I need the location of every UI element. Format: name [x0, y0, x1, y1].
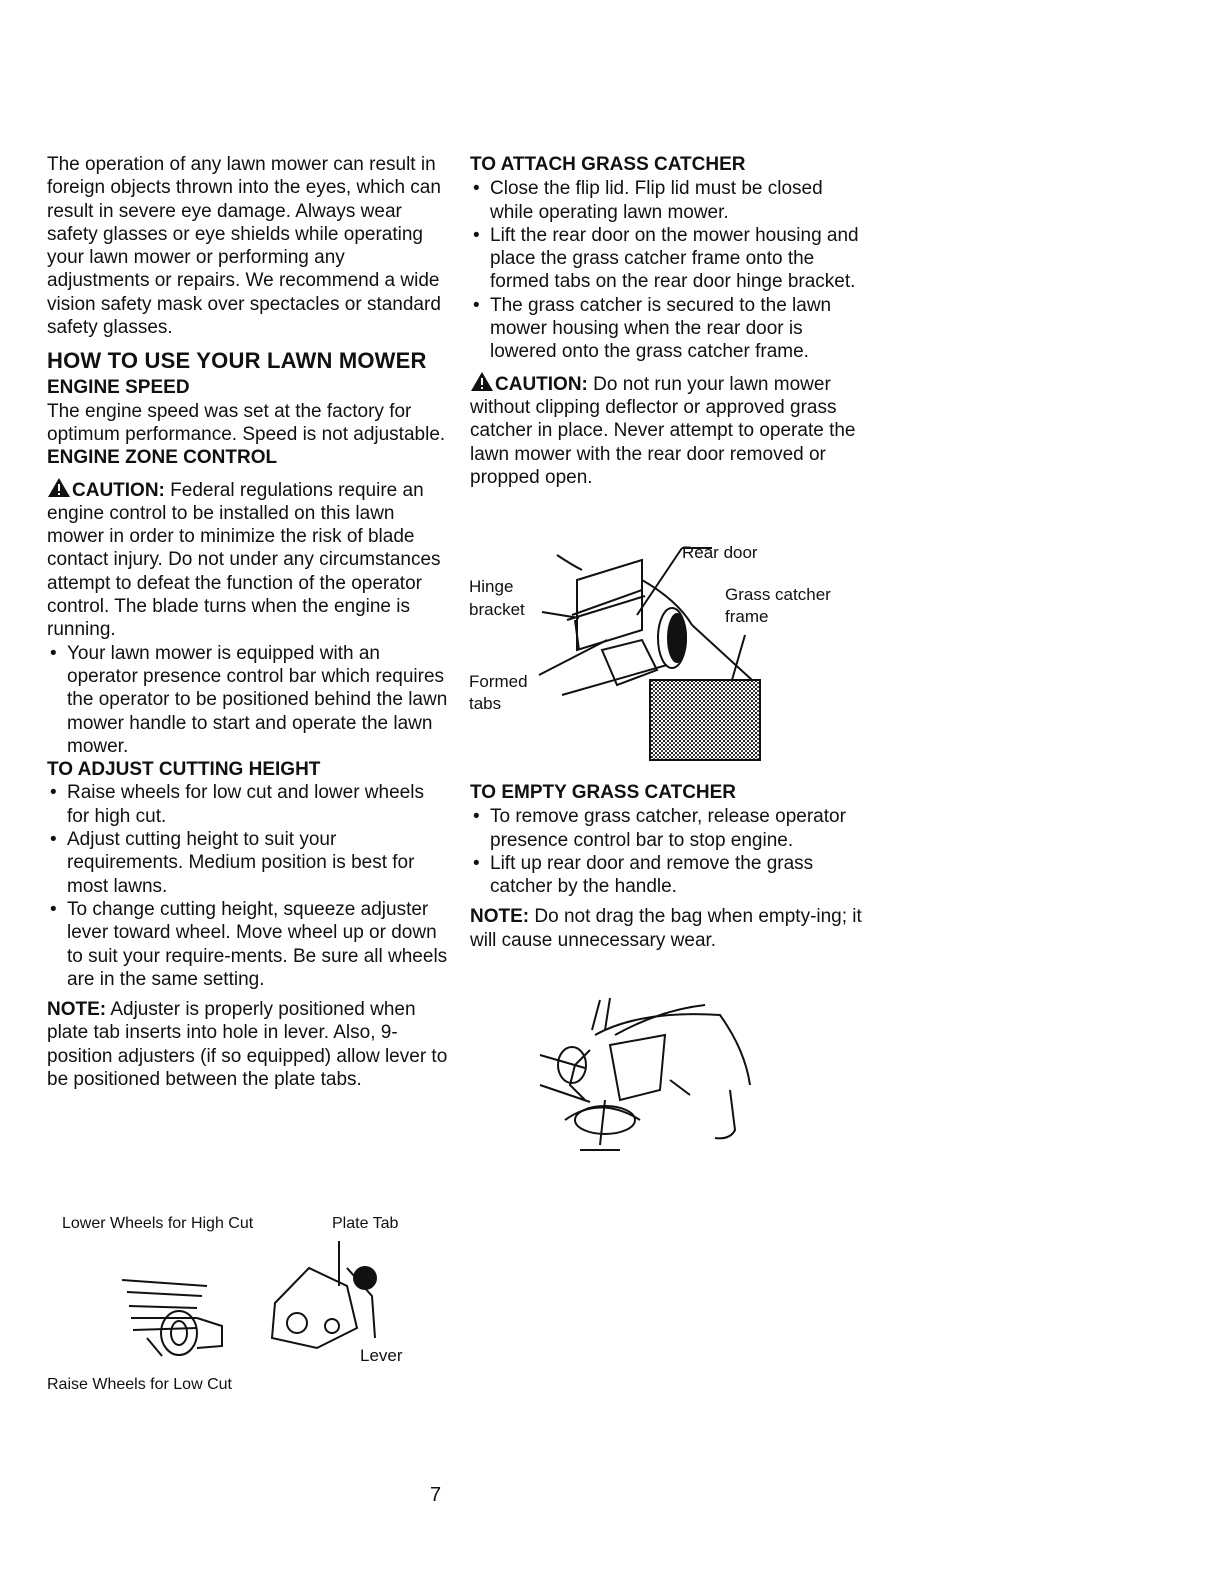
adjuster-note	[47, 998, 449, 1091]
frame-label: frame	[725, 607, 769, 626]
lever-label: Lever	[360, 1346, 403, 1365]
note-text: Adjuster is properly positioned when plate tab inserts into hole in lever. Also, 9-position adjusters (if so equipped) allow lever to be positioned between the plate tabs.	[47, 999, 448, 1090]
note-label: NOTE:	[470, 906, 530, 928]
list-item: • Raise wheels for low cut and lower wheels for high cut.	[47, 781, 449, 828]
list-item: • Adjust cutting height to suit your requirements. Medium position is best for most lawns.	[47, 828, 449, 898]
caution-label: CAUTION:	[495, 373, 588, 395]
catcher-attach-illustration	[467, 540, 857, 765]
attach-catcher-heading: TO ATTACH GRASS CATCHER	[470, 154, 746, 175]
engine-speed-text: The engine speed was set at the factory for optimum performance. Speed is not adjustable.	[47, 400, 446, 445]
zone-bullet-list	[47, 642, 449, 758]
list-item: • Your lawn mower is equipped with an operator presence control bar which requires the operator to be positioned behind the lawn mower handle to start and operate the lawn mower.	[47, 642, 449, 758]
empty-bullet-list	[470, 805, 870, 898]
caution-text: Do not run your lawn mower without clipping deflector or approved grass catcher in place. Never attempt to operate the lawn mower with the rear door removed or propped open.	[470, 373, 856, 488]
list-item: • Close the flip lid. Flip lid must be closed while operating lawn mower.	[470, 177, 870, 224]
list-item: • To remove grass catcher, release operator presence control bar to stop engine.	[470, 805, 870, 852]
rear-door-label: Rear door	[682, 543, 758, 562]
warning-triangle-icon	[47, 477, 71, 498]
empty-catcher-heading: TO EMPTY GRASS CATCHER	[470, 782, 737, 803]
list-item: • To change cutting height, squeeze adjuster lever toward wheel. Move wheel up or down to suit your require-ments. Be sure all wheels are in the same setting.	[47, 898, 449, 991]
adjust-height-heading: TO ADJUST CUTTING HEIGHT	[47, 759, 321, 781]
attach-caution	[470, 371, 870, 489]
attach-bullet-list	[470, 177, 870, 363]
right-column	[470, 153, 870, 489]
page-number: 7	[430, 1484, 442, 1506]
grass-catcher-label: Grass catcher	[725, 585, 831, 604]
section-title: HOW TO USE YOUR LAWN MOWER	[47, 348, 427, 374]
height-adjuster-figure	[47, 1208, 427, 1398]
engine-speed-heading: ENGINE SPEED	[47, 377, 190, 399]
grass-catcher-attach-figure	[467, 540, 857, 765]
lower-wheels-label: Lower Wheels for High Cut	[62, 1215, 254, 1232]
adjuster-illustration	[47, 1208, 427, 1398]
empty-note	[470, 905, 870, 952]
note-label: NOTE:	[47, 999, 107, 1021]
caution-text: Federal regulations require an engine control to be installed on this lawn mower in order to minimize the risk of blade contact injury. Do not under any circumstances attempt to defeat the function of the operator control. The blade turns when the engine is running.	[47, 479, 441, 641]
adjust-bullet-list	[47, 781, 449, 991]
empty-catcher-illustration	[530, 990, 760, 1160]
engine-zone-caution	[47, 477, 449, 642]
raise-wheels-label: Raise Wheels for Low Cut	[47, 1376, 232, 1393]
safety-intro: The operation of any lawn mower can result in foreign objects thrown into the eyes, which can result in severe eye damage. Always wear safety glasses or eye shields while operating your lawn mower or performing any adjustments or repairs. We recommend a wide vision safety mask over spectacles or standard safety glasses.	[47, 154, 441, 339]
plate-tab-label: Plate Tab	[332, 1215, 399, 1232]
list-item: • The grass catcher is secured to the lawn mower housing when the rear door is lowered onto the grass catcher frame.	[470, 294, 870, 364]
note-text: Do not drag the bag when empty-ing; it will cause unnecessary wear.	[470, 906, 862, 951]
bracket-label: bracket	[469, 600, 525, 619]
engine-zone-heading: ENGINE ZONE CONTROL	[47, 447, 278, 469]
list-item: • Lift up rear door and remove the grass catcher by the handle.	[470, 852, 870, 899]
caution-label: CAUTION:	[72, 479, 165, 501]
tabs-label: tabs	[469, 694, 502, 713]
right-column-lower	[470, 781, 870, 952]
warning-triangle-icon	[470, 371, 494, 392]
hinge-label: Hinge	[469, 577, 514, 596]
list-item: • Lift the rear door on the mower housing and place the grass catcher frame onto the formed tabs on the rear door hinge bracket.	[470, 224, 870, 294]
left-column	[47, 153, 449, 1091]
formed-label: Formed	[469, 672, 528, 691]
